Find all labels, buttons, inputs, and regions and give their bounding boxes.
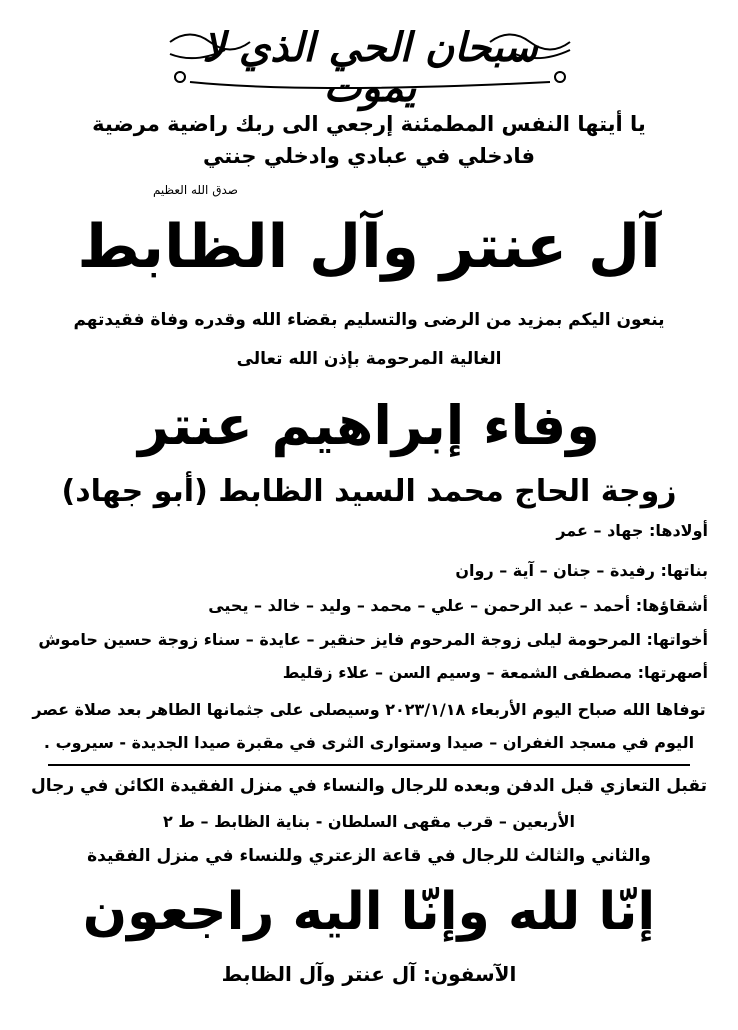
verse-attribution: صدق الله العظيم [152, 183, 238, 197]
relatives-daughters: بناتها: رفيدة – جنان – آية – روان [455, 561, 708, 580]
deceased-name: وفاء إبراهيم عنتر [138, 394, 600, 457]
calligraphy-text: سبحان الحي الذي لا يموت [202, 24, 538, 111]
condolences-line-3: والثاني والثالث للرجال في قاعة الزعتري وللنساء في منزل الفقيدة [87, 846, 651, 866]
announcement-line-2: الغالية المرحومة بإذن الله تعالى [236, 349, 502, 369]
condolences-line-1: تقبل التعازي قبل الدفن وبعده للرجال والنساء في منزل الفقيدة الكائن في رجال [31, 776, 707, 796]
announcement-line-1: ينعون اليكم بمزيد من الرضى والتسليم بقضاء الله وقدره وفاة فقيدتهم [73, 310, 665, 330]
verse-line-1: يا أيتها النفس المطمئنة إرجعي الى ربك راضية مرضية [92, 112, 646, 136]
relatives-sons: أولادها: جهاد – عمر [556, 521, 708, 540]
relatives-brothers: أشقاؤها: أحمد – عبد الرحمن – علي – محمد – وليد – خالد – يحيى [208, 596, 708, 615]
mourners-line: الآسفون: آل عنتر وآل الظابط [221, 962, 517, 986]
spouse-line: زوجة الحاج محمد السيد الظابط (أبو جهاد) [61, 474, 677, 509]
closing-verse: إنّا لله وإنّا اليه راجعون [82, 882, 656, 942]
death-notice-line-1: توفاها الله صباح اليوم الأربعاء ٢٠٢٣/١/١٨ وسيصلى على جثمانها الطاهر بعد صلاة عصر [32, 700, 706, 719]
verse-line-2: فادخلي في عبادي وادخلي جنتي [203, 144, 535, 168]
condolences-line-2: الأربعين – قرب مقهى السلطان - بناية الظابط – ط ٢ [162, 812, 576, 831]
families-heading: آل عنتر وآل الظابط [77, 212, 661, 282]
relatives-sisters: أخواتها: المرحومة ليلى زوجة المرحوم فايز حنقير – عايدة – سناء زوجة حسين حاموش [38, 630, 708, 649]
relatives-inlaws: أصهرتها: مصطفى الشمعة – وسيم السن – علاء زقليط [282, 663, 708, 682]
divider [48, 764, 690, 766]
death-notice-line-2: اليوم في مسجد الغفران – صيدا وستوارى الثرى في مقبرة صيدا الجديدة - سيروب . [43, 733, 695, 752]
calligraphy-header [150, 22, 590, 111]
